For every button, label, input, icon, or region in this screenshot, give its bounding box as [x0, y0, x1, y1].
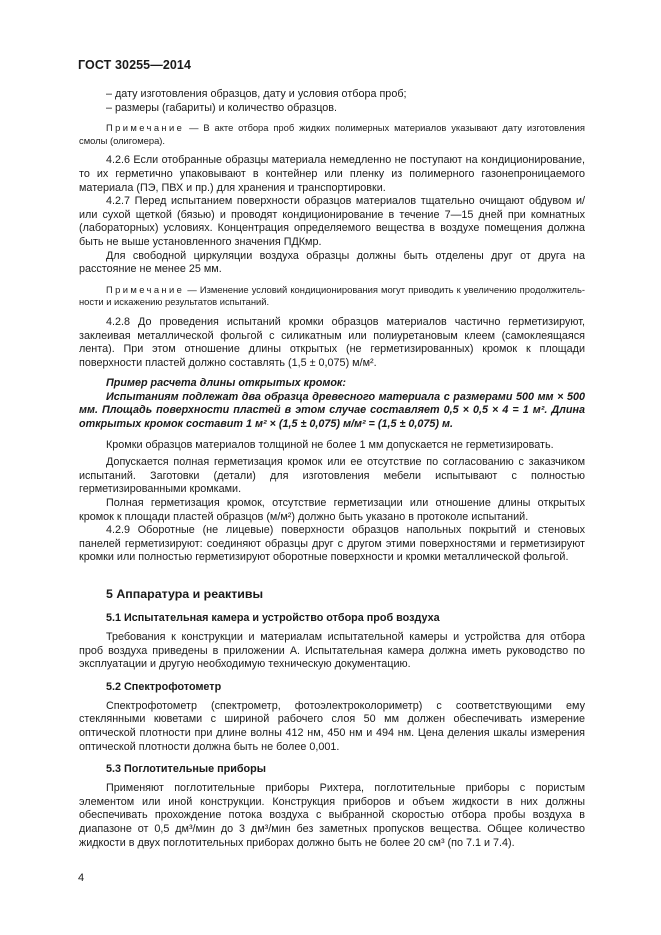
example-text: Испытаниям подлежат два образца древесного материала с размерами 500 мм × 500 мм. Площадь поверхности пластей в этом случае составляет 0,5 × 0,5 × 4 = 1 м². Длина открытых кромок составит 1 м² × (1,5 ± 0,075) м/м² = (1,5 ± 0,075) м.	[79, 390, 585, 431]
paragraph: Для свободной циркуляции воздуха образцы должны быть отделены друг от друга на расстояние не менее 25 мм.	[79, 249, 585, 276]
note-label: Примечание	[106, 283, 185, 295]
paragraph-4-2-8: 4.2.8 До проведения испытаний кромки образцов материалов частично герметизируют, заклеивая металлической фольгой с силикатным или полиуретановым клеем (самоклеящаяся лента). При этом отношение длины открытых (не герметизированных) кромок к площади поверхности пластей должно составлять (1,5 ± 0,075) м/м².	[79, 315, 585, 369]
paragraph-5-3: Применяют поглотительные приборы Рихтера, поглотительные приборы с пористым элементом или иной конструкции. Конструкция приборов и объем жидкости в них должны обеспечивать прохождение потока воздуха с выбранной скоростью отбора пробы воздуха в диапазоне от 0,5 дм³/мин до 3 дм³/мин без заметных пропусков вещества. Общее количество жидкости в двух поглотительных приборах должно быть не более 20 см³ (по 7.1 и 7.4).	[79, 782, 585, 849]
paragraph: Допускается полная герметизация кромок или ее отсутствие по согласованию с заказчиком испытаний. Заготовки (детали) для изготовления мебели испытывают с полностью герметизированными кромками.	[79, 456, 585, 496]
subsection-heading-5-1: 5.1 Испытательная камера и устройство отбора проб воздуха	[106, 612, 440, 624]
paragraph: Кромки образцов материалов толщиной не более 1 мм допускается не герметизировать.	[106, 438, 554, 451]
paragraph-5-2: Спектрофотометр (спектрометр, фотоэлектроколориметр) с соответствующими ему стеклянными кюветами с шириной рабочего слоя 50 мм должен обеспечивать измерение оптической плотности при длине волны 412 нм, 450 нм и 494 нм. Цена деления шкалы измерения оптической плотности должна быть не более 0,001.	[79, 699, 585, 753]
paragraph-5-1: Требования к конструкции и материалам испытательной камеры и устройства для отбора проб воздуха приведены в приложении А. Испытательная камера должна иметь руководство по эксплуатации и другую необходимую техническую документацию.	[79, 631, 585, 671]
list-item: – размеры (габариты) и количество образцов.	[106, 101, 338, 114]
document-header: ГОСТ 30255—2014	[78, 58, 192, 72]
subsection-heading-5-3: 5.3 Поглотительные приборы	[106, 763, 266, 776]
paragraph-4-2-6: 4.2.6 Если отобранные образцы материала немедленно не поступают на кондиционирование, то их герметично упаковывают в контейнер или пленку из полимерного газонепроницаемого материала (ПЭ, ПВХ и пр.) для хранения и транспортировки.	[79, 154, 585, 194]
document-body	[79, 88, 585, 850]
paragraph-4-2-9: 4.2.9 Оборотные (не лицевые) поверхности образцов напольных покрытий и стеновых панелей герметизируют: соединяют образцы друг с другом этими поверхностями и герметизируют кромки или полностью герметизируют оборотные поверхности и кромки металлической фольгой.	[79, 524, 585, 564]
paragraph: Полная герметизация кромок, отсутствие герметизации или отношение длины открытых кромок к площади пластей образцов (м/м²) должно быть указано в протоколе испытаний.	[79, 497, 585, 523]
note	[79, 122, 585, 147]
section-heading-5: 5 Аппаратура и реактивы	[106, 587, 264, 601]
note	[79, 284, 585, 309]
page-number: 4	[78, 872, 85, 884]
note-text: — Изменение условий кондиционирования могут приводить к увеличению продолжительности и искажению результатов испытаний.	[79, 283, 585, 308]
note-label: Примечание	[106, 122, 185, 134]
list-item: – дату изготовления образцов, дату и условия отбора проб;	[106, 88, 407, 100]
subsection-heading-5-2: 5.2 Спектрофотометр	[106, 680, 222, 693]
paragraph-4-2-7: 4.2.7 Перед испытанием поверхности образцов материалов тщательно очищают обдувом и/или сухой щеткой (бязью) и проводят кондиционирование в течение 7—15 дней при комнатных (лабораторных) условиях. Концентрация определяемого вещества в воздухе помещения должна быть не выше установленного значения ПДКмр.	[79, 195, 585, 248]
note-text: — В акте отбора проб жидких полимерных материалов указывают дату изготовления смолы (олигомера).	[79, 122, 585, 146]
example-title: Пример расчета длины открытых кромок:	[106, 377, 346, 390]
